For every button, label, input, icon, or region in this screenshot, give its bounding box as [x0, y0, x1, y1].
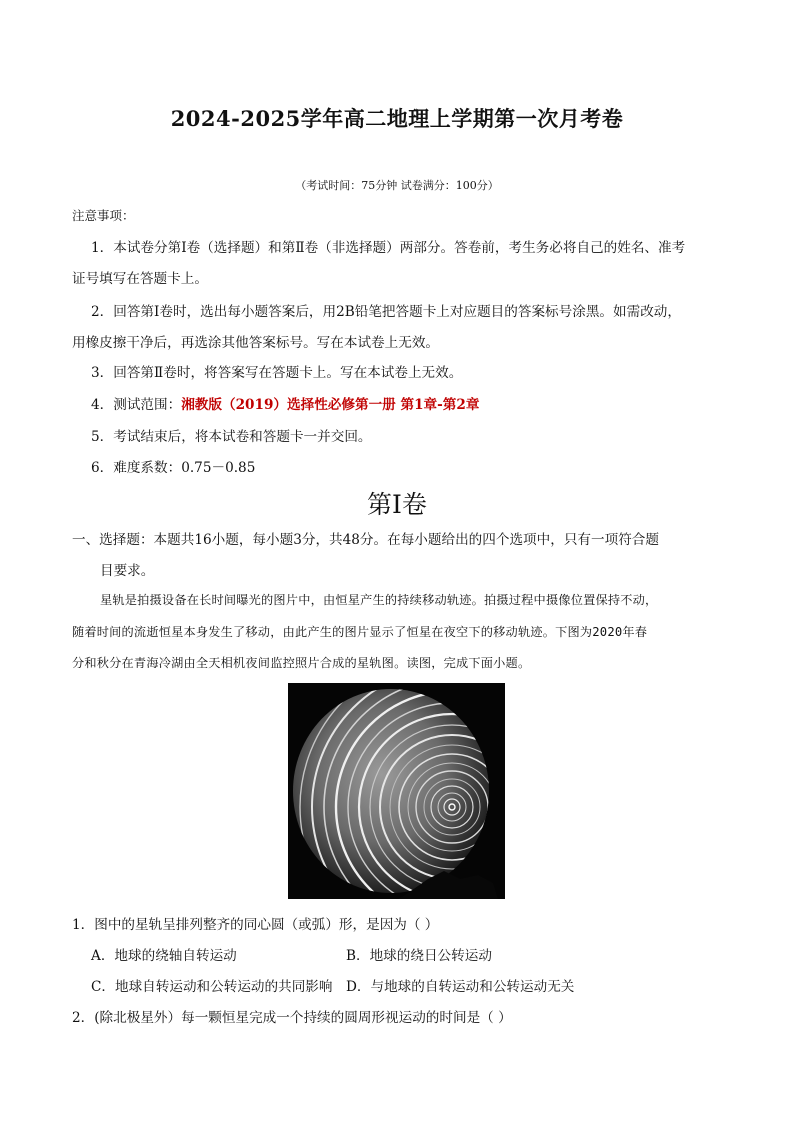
star-trail-graphic [288, 683, 505, 899]
exam-title: 2024-2025学年高二地理上学期第一次月考卷 [170, 106, 624, 131]
question-1-stem: 1．图中的星轨呈排列整齐的同心圆（或弧）形，是因为（ ） [72, 917, 439, 933]
question-1-option-a: A．地球的绕轴自转运动 [91, 948, 237, 964]
test-range: 湘教版（2019）选择性必修第一册 第1章-第2章 [181, 397, 480, 413]
question-1-option-c: C．地球自转运动和公转运动的共同影响 [91, 979, 333, 995]
notice-item-6: 6．难度系数：0.75－0.85 [91, 460, 256, 476]
passage-line-2: 随着时间的流逝恒星本身发生了移动，由此产生的图片显示了恒星在夜空下的移动轨迹。下图为2020年春 [72, 625, 648, 639]
question-1-option-d: D．与地球的自转运动和公转运动无关 [346, 979, 575, 995]
notice-item-3: 3．回答第Ⅱ卷时，将答案写在答题卡上。写在本试卷上无效。 [91, 365, 463, 381]
notice-heading: 注意事项： [72, 208, 135, 223]
notice-item-2-line-2: 用橡皮擦干净后，再选涂其他答案标号。写在本试卷上无效。 [72, 335, 440, 351]
notice-item-5: 5．考试结束后，将本试卷和答题卡一并交回。 [91, 429, 372, 445]
section-1-line-1: 一、选择题：本题共16小题，每小题3分，共48分。在每小题给出的四个选项中，只有一项符合题 [72, 532, 659, 548]
volume-title: 第Ⅰ卷 [367, 490, 427, 519]
passage-line-3: 分和秋分在青海冷湖由全天相机夜间监控照片合成的星轨图。读图，完成下面小题。 [72, 656, 531, 670]
question-1-option-b: B．地球的绕日公转运动 [346, 948, 492, 964]
question-2-stem: 2．(除北极星外）每一颗恒星完成一个持续的圆周形视运动的时间是（ ） [72, 1010, 512, 1026]
exam-meta: （考试时间：75分钟 试卷满分：100分） [295, 179, 499, 192]
passage-line-1: 星轨是拍摄设备在长时间曝光的图片中，由恒星产生的持续移动轨迹。拍摄过程中摄像位置保持不动， [100, 593, 658, 607]
notice-item-4 [91, 393, 479, 413]
notice-item-4-prefix: 4．测试范围： [91, 397, 182, 413]
notice-item-1-line-1: 1．本试卷分第Ⅰ卷（选择题）和第Ⅱ卷（非选择题）两部分。答卷前，考生务必将自己的姓名、准考 [91, 240, 686, 256]
star-trail-photo [288, 683, 505, 899]
notice-item-1-line-2: 证号填写在答题卡上。 [72, 271, 208, 287]
section-1-line-2: 目要求。 [100, 563, 155, 579]
notice-item-2-line-1: 2．回答第Ⅰ卷时，选出每小题答案后，用2B铅笔把答题卡上对应题目的答案标号涂黑。如需改动， [91, 304, 681, 320]
